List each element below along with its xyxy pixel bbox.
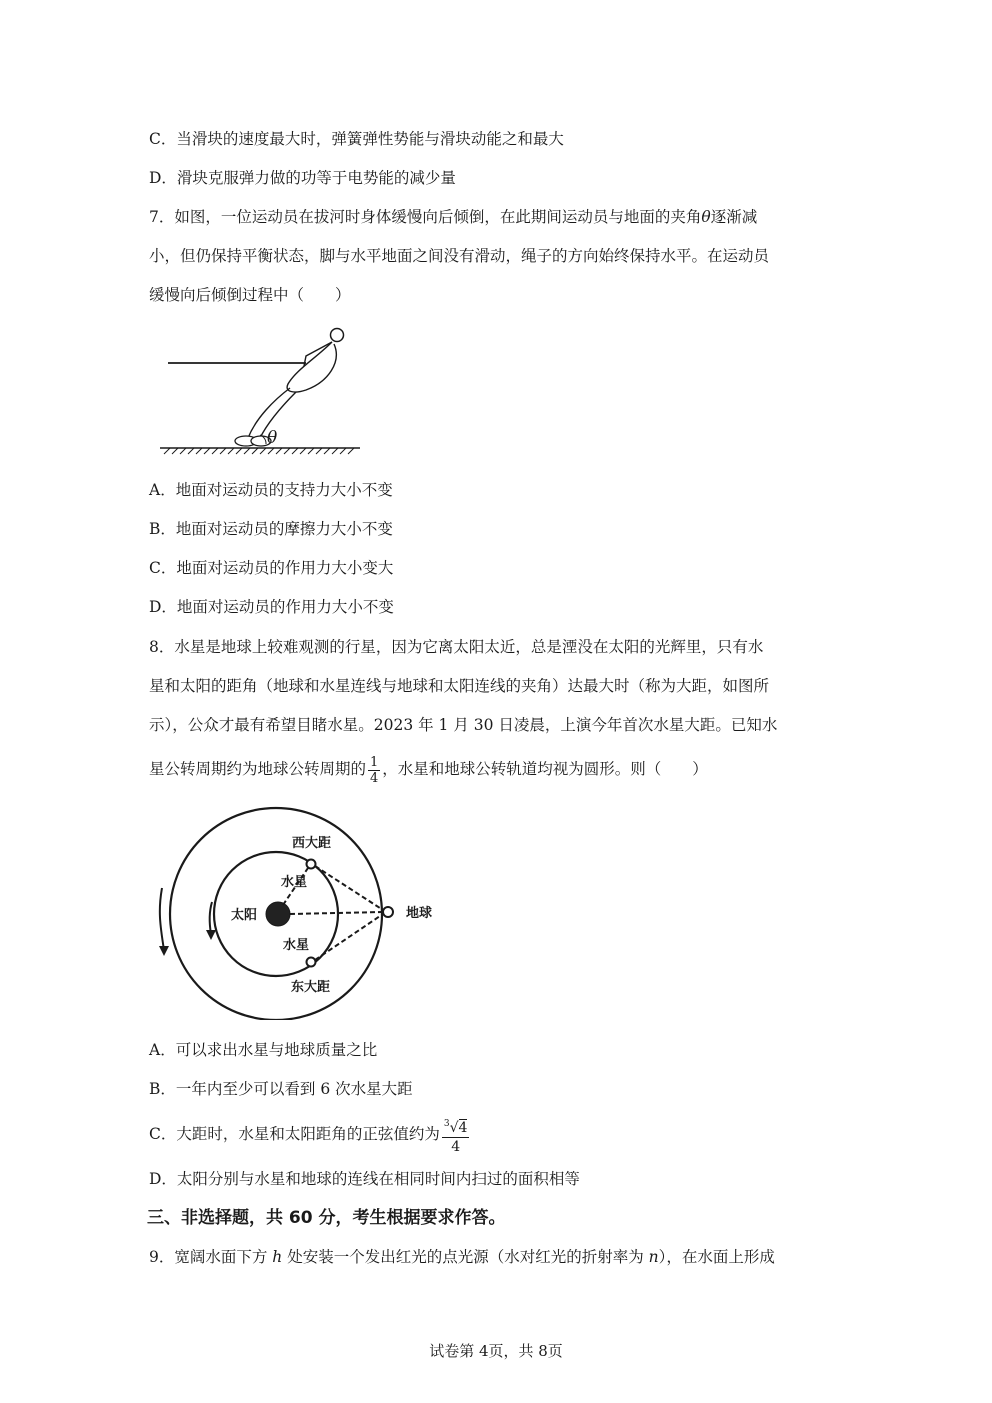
q7-option-a: A．地面对运动员的支持力大小不变 <box>149 481 393 499</box>
q7-option-d: D．地面对运动员的作用力大小不变 <box>149 598 394 616</box>
cube-root-numerator <box>442 1115 470 1138</box>
q7-stem-text-a: 7．如图，一位运动员在拔河时身体缓慢向后倾倒，在此期间运动员与地面的夹角 <box>149 208 702 226</box>
root-index: 3 <box>443 1118 450 1129</box>
q7-stem-line2: 小，但仍保持平衡状态，脚与水平地面之间没有滑动，绳子的方向始终保持水平。在运动员 <box>149 247 770 265</box>
one-quarter-fraction <box>368 755 380 786</box>
inner-rotation-arrow <box>210 902 212 934</box>
q8-stem-line4 <box>149 752 708 786</box>
q8-option-d: D．太阳分别与水星和地球的连线在相同时间内扫过的面积相等 <box>149 1170 580 1188</box>
radical-sign: √ <box>449 1119 459 1136</box>
q8-option-b: B．一年内至少可以看到 6 次水星大距 <box>149 1080 413 1098</box>
q7-stem-line1 <box>149 207 757 227</box>
q8-stem-line2: 星和太阳的距角（地球和水星连线与地球和太阳连线的夹角）达最大时（称为大距，如图所 <box>149 677 770 695</box>
fraction-numerator: 1 <box>370 754 379 770</box>
tug-of-war-figure <box>156 322 366 462</box>
q9-stem-text-a: 9．宽阔水面下方 <box>149 1248 273 1266</box>
mercury-west-dot <box>307 860 316 869</box>
q7-option-c: C．地面对运动员的作用力大小变大 <box>149 559 394 577</box>
q8-stem-line3: 示），公众才最有希望目睹水星。2023 年 1 月 30 日凌晨，上演今年首次水星大距。已知水 <box>149 716 778 734</box>
q8-stem-line4-text-a: 星公转周期约为地球公转周期的 <box>149 760 367 778</box>
q9-stem-line1 <box>149 1247 775 1267</box>
q9-stem-text-b: 处安装一个发出红光的点光源（水对红光的折射率为 <box>282 1248 649 1266</box>
cube-root-fraction <box>442 1115 470 1156</box>
q7-stem-line3: 缓慢向后倾倒过程中（ ） <box>149 286 351 304</box>
outer-arrow-head <box>159 946 169 956</box>
q6-option-d: D．滑块克服弹力做的功等于电势能的减少量 <box>149 169 456 187</box>
q7-option-b: B．地面对运动员的摩擦力大小不变 <box>149 520 393 538</box>
ground-hatching <box>164 448 354 454</box>
q8-option-c-text: C．大距时，水星和太阳距角的正弦值约为 <box>149 1125 440 1143</box>
athlete-head <box>331 329 344 342</box>
q8-stem-line1: 8．水星是地球上较难观测的行星，因为它离太阳太近，总是湮没在太阳的光辉里，只有水 <box>149 638 764 656</box>
radicand: 4 <box>458 1119 468 1136</box>
q7-stem-text-b: 逐渐减 <box>710 208 758 226</box>
earth-dot <box>383 907 393 917</box>
q8-option-c <box>149 1112 471 1156</box>
cube-root-denominator: 4 <box>451 1138 461 1155</box>
section-3-heading-text-c: 分，考生根据要求作答。 <box>312 1208 506 1228</box>
q8-stem-line4-text-b: ，水星和地球公转轨道均视为圆形。则（ ） <box>382 760 708 778</box>
fraction-denominator: 4 <box>370 770 379 786</box>
mercury-top-label: 水星 <box>281 875 308 890</box>
sun-body <box>266 902 290 926</box>
mercury-east-dot <box>307 958 316 967</box>
q9-h-symbol: h <box>272 1248 283 1266</box>
q8-option-a: A．可以求出水星与地球质量之比 <box>149 1041 378 1059</box>
mercury-elongation-figure <box>148 800 448 1020</box>
q9-stem-text-c: ），在水面上形成 <box>658 1248 775 1266</box>
q7-theta-symbol: θ <box>701 208 711 226</box>
section-3-heading-text-a: 三、非选择题，共 <box>147 1208 289 1228</box>
q9-n-symbol: n <box>648 1248 659 1266</box>
theta-label: θ <box>267 428 278 448</box>
athlete-torso <box>287 342 336 392</box>
sun-label: 太阳 <box>231 908 258 923</box>
mercury-bottom-label: 水星 <box>283 938 310 953</box>
q6-option-c: C．当滑块的速度最大时，弹簧弹性势能与滑块动能之和最大 <box>149 130 564 148</box>
earth-label: 地球 <box>406 906 433 921</box>
west-elongation-label: 西大距 <box>292 836 332 851</box>
section-3-points: 60 <box>288 1208 313 1228</box>
inner-arrow-head <box>206 930 216 940</box>
east-elongation-label: 东大距 <box>291 980 331 995</box>
page-footer: 试卷第 4页，共 8页 <box>429 1342 563 1360</box>
outer-rotation-arrow <box>160 888 164 950</box>
section-3-heading <box>147 1208 506 1228</box>
